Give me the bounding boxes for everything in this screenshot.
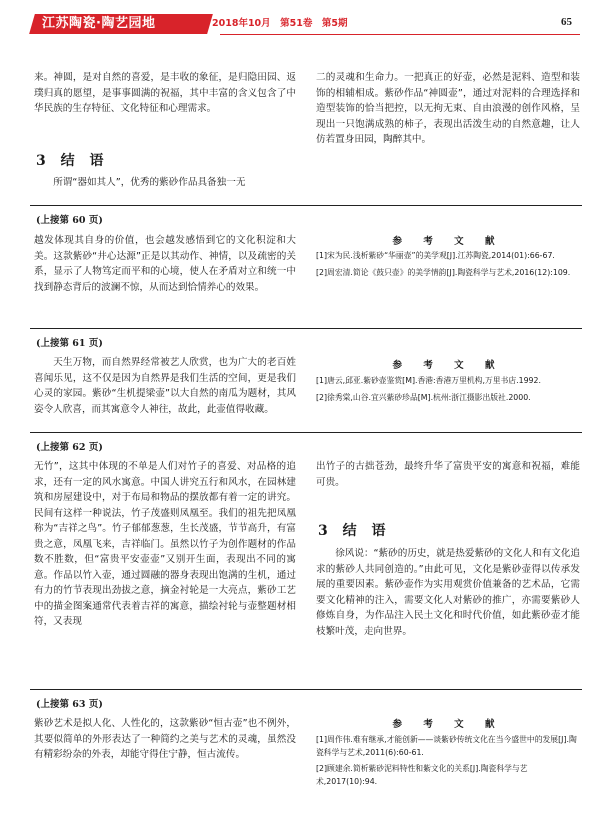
block4-continued-label: (上接第 62 页) [36,442,103,453]
block3-continued-label: (上接第 61 页) [36,338,103,349]
block5-text: 紫砂艺术是拟人化、人性化的，这款紫砂“恒古壶”也不例外，其要似简单的外形表达了一种简约之美与艺术的灵魂，虽然没有精彩纷杂的外表，却能守得住宁静，恒古流传。 [34,718,296,760]
divider-1 [30,205,582,206]
header-rule [220,34,580,35]
block1-left-closing: 所谓“器如其人”，优秀的紫砂作品具备独一无 [53,177,246,188]
block4-right-closing: 徐风说：“紫砂的历史，就是热爱紫砂的文化人和有文化追求的紫砂人共同创造的。”由此可见，文化是紫砂壶得以传承发展的重要因素。紫砂壶作为实用观赏价值兼备的艺术品，它需要文化精神的注入，需要文化人对紫砂的推广，亦需要紫砂人修炼自身，为作品注入民土文化和时代价值，如此紫砂壶才能枝繁叶茂，走向世界。 [316,548,581,637]
journal-header [0,0,612,40]
block2-references [316,250,580,283]
page-number: 65 [561,16,572,28]
block4-right-text: 出竹子的古拙苍劲，最终升华了富贵平安的寓意和祝福，难能可贵。 [316,461,580,488]
block5-references [316,734,580,792]
reference-item: [1]宋为民.浅析紫砂“华丽壶”的美学观[J].江苏陶瓷,2014(01):66-67. [316,251,555,260]
block1-left-paragraph: 来。神圆，是对自然的喜爱，是丰收的象征，是归隐田园、返璞归真的愿望，是事事圆满的祝福，其中丰富的含义包含了中华民族的生存特征、文化特征和心理需求。 [34,72,296,114]
block2-continued-label: (上接第 60 页) [36,215,103,226]
block3-text: 天生万物，而自然界经常被艺人欣赏，也为广大的老百姓喜闻乐见，这不仅是因为自然界是我们生活的空间，更是我们心灵的家园。紫砂“生机提梁壶”以大自然的南瓜为题材，其风姿令人欣喜，而其寓意令人神往，故此，此壶值得收藏。 [34,357,296,415]
reference-item: [2]周宏清.简论《鼓只壶》的美学情韵[J].陶瓷科学与艺术,2016(12):109. [316,267,571,277]
block4-conclusion-heading: 3 结 语 [318,523,391,539]
reference-item: [2]徐秀棠,山谷.宜兴紫砂珍品[M].杭州:浙江摄影出版社.2000. [316,392,531,402]
divider-2 [30,328,582,329]
block3-references-title: 参 考 文 献 [392,360,504,371]
issue-info: 2018年10月 第51卷 第5期 [212,18,348,29]
block2-references-title: 参 考 文 献 [392,236,504,247]
reference-item: [1]唐云,邱亚.紫砂壶鉴赏[M].香港:香港万里机构,万里书店.1992. [316,376,541,385]
reference-item: [2]顾建余.简析紫砂泥料特性和紫文化的关系[J].陶瓷科学与艺术,2017(10):94. [316,764,528,786]
divider-4 [30,689,582,690]
block5-references-title: 参 考 文 献 [392,719,504,730]
block1-conclusion-heading: 3 结 语 [36,153,109,169]
reference-item: [1]周作伟.难有继承,才能创新——谈紫砂传统文化在当今盛世中的发展[J].陶瓷科学与艺术,2011(6):60-61. [316,735,577,757]
divider-3 [30,432,582,433]
journal-banner-title: 江苏陶瓷·陶艺园地 [42,16,156,31]
block5-continued-label: (上接第 63 页) [36,699,103,710]
block4-left-text: 无竹”，这其中体现的不单是人们对竹子的喜爱、对品格的追求，还有一定的风水寓意。中国人讲究五行和风水，在园林建筑和房屋建设中，对于布局和物品的摆放都有着一定的讲究。民间有这样一种说法，竹子茂盛则凤凰至。我们的祖先把凤凰称为“吉祥之鸟”。竹子郁郁葱葱，生长茂盛，节节高升，有富贵之意，凤凰飞来，吉祥临门。虽然以竹子为创作题材的作品数不胜数，但“富贵平安壶壶”又别开生面，表现出不同的寓意。作品以竹入壶，通过圆融的器身表现出饱满的生机，通过有力的竹节表现出劲拔之意，摘金衬轮是一大亮点，紫砂工艺中的描金图案通常代表着吉祥的寓意，描绘衬轮与壶整题材相符，又表现 [34,461,296,627]
block3-references [316,375,580,408]
block1-right-paragraph: 二的灵魂和生命力。一把真正的好壶，必然是泥料、造型和装饰的相辅相成。紫砂作品“神圆壶”，通过对泥料的合理选择和造型装饰的恰当把控，以无拘无束、自由浪漫的创作风格，呈现出一只饱满成熟的柿子，表现出活泼生动的自然意趣，让人仿若置身田园，陶醉其中。 [316,72,580,145]
block2-text: 越发体现其自身的价值，也会越发感悟到它的文化积淀和大美。这款紫砂“井心达源”正是以其动作、神情，以及疏密的关系，显示了人物笃定而平和的心境，使人在矛盾对立和统一中找到静态背后的波澜不惊，从而达到恰情养心的效果。 [34,235,296,293]
